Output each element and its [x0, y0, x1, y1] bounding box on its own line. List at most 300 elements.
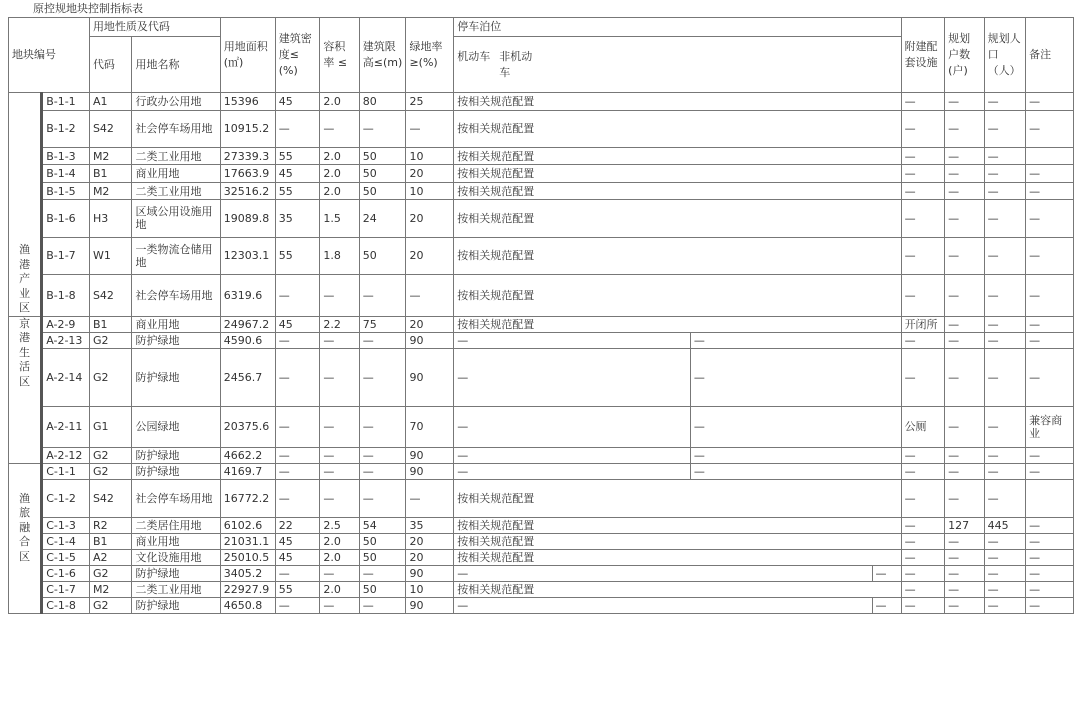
- cell-population: —: [984, 93, 1026, 111]
- cell-nonmotor: —: [872, 597, 901, 613]
- cell-far: —: [320, 274, 359, 316]
- table-row: [9, 348, 1074, 406]
- cell-code: S42: [89, 110, 132, 147]
- region-label: [9, 463, 42, 613]
- cell-code: B1: [89, 165, 132, 183]
- table-row: [9, 533, 1074, 549]
- cell-green: —: [406, 274, 454, 316]
- table-row: [9, 463, 1074, 479]
- cell-parking: 按相关规范配置: [454, 581, 901, 597]
- cell-id: A-2-13: [42, 332, 90, 348]
- cell-code: A1: [89, 93, 132, 111]
- cell-height: 50: [359, 165, 406, 183]
- cell-parking: 按相关规范配置: [454, 165, 901, 183]
- cell-population: —: [984, 110, 1026, 147]
- cell-households: —: [945, 332, 984, 348]
- cell-density: 45: [275, 165, 320, 183]
- cell-households: —: [945, 479, 984, 517]
- cell-area: 25010.5: [220, 549, 275, 565]
- table-row: [9, 549, 1074, 565]
- cell-parking: 按相关规范配置: [454, 479, 901, 517]
- cell-id: B-1-8: [42, 274, 90, 316]
- cell-density: —: [275, 565, 320, 581]
- cell-code: W1: [89, 237, 132, 274]
- cell-green: 35: [406, 517, 454, 533]
- header-far: 容积率 ≤: [320, 18, 359, 93]
- table-row: [9, 147, 1074, 165]
- cell-population: —: [984, 182, 1026, 200]
- cell-density: —: [275, 348, 320, 406]
- cell-remark: —: [1026, 549, 1074, 565]
- cell-code: G2: [89, 348, 132, 406]
- cell-height: 50: [359, 237, 406, 274]
- header-green: 绿地率≥(%): [406, 18, 454, 93]
- cell-height: —: [359, 565, 406, 581]
- cell-households: —: [945, 200, 984, 237]
- cell-density: —: [275, 479, 320, 517]
- cell-population: —: [984, 165, 1026, 183]
- cell-density: 35: [275, 200, 320, 237]
- header-parking-sub: [454, 37, 901, 93]
- cell-code: G2: [89, 463, 132, 479]
- cell-far: 2.0: [320, 581, 359, 597]
- cell-density: —: [275, 332, 320, 348]
- cell-remark: —: [1026, 165, 1074, 183]
- cell-remark: —: [1026, 447, 1074, 463]
- cell-far: 2.0: [320, 147, 359, 165]
- header-parking: 停车泊位: [454, 18, 901, 37]
- region-name: 京港生活区: [19, 316, 31, 388]
- cell-facility: —: [901, 479, 945, 517]
- table-row: [9, 517, 1074, 533]
- cell-height: 50: [359, 581, 406, 597]
- cell-remark: —: [1026, 463, 1074, 479]
- cell-motor: —: [454, 348, 691, 406]
- cell-area: 15396: [220, 93, 275, 111]
- cell-far: 1.5: [320, 200, 359, 237]
- cell-remark: —: [1026, 332, 1074, 348]
- cell-remark: —: [1026, 517, 1074, 533]
- cell-id: B-1-2: [42, 110, 90, 147]
- cell-remark: [1026, 147, 1074, 165]
- cell-parking: 按相关规范配置: [454, 93, 901, 111]
- cell-households: —: [945, 447, 984, 463]
- cell-motor: —: [454, 406, 691, 447]
- cell-name: 防护绿地: [132, 463, 220, 479]
- cell-nonmotor: —: [872, 565, 901, 581]
- cell-facility: —: [901, 447, 945, 463]
- cell-motor: —: [454, 332, 691, 348]
- cell-id: B-1-1: [42, 93, 90, 111]
- table-row: [9, 165, 1074, 183]
- cell-green: —: [406, 479, 454, 517]
- cell-far: 2.0: [320, 549, 359, 565]
- header-nonmotor: 非机动车: [499, 49, 533, 79]
- cell-code: H3: [89, 200, 132, 237]
- cell-name: 二类工业用地: [132, 182, 220, 200]
- cell-id: B-1-3: [42, 147, 90, 165]
- cell-area: 27339.3: [220, 147, 275, 165]
- header-plot-id: 地块编号: [9, 18, 90, 93]
- table-row: [9, 447, 1074, 463]
- cell-households: —: [945, 93, 984, 111]
- cell-households: —: [945, 348, 984, 406]
- cell-far: —: [320, 447, 359, 463]
- cell-far: —: [320, 463, 359, 479]
- cell-remark: —: [1026, 110, 1074, 147]
- cell-name: 商业用地: [132, 533, 220, 549]
- cell-population: —: [984, 581, 1026, 597]
- cell-nonmotor: —: [690, 406, 901, 447]
- cell-facility: —: [901, 565, 945, 581]
- cell-green: 90: [406, 332, 454, 348]
- cell-parking: 按相关规范配置: [454, 237, 901, 274]
- cell-households: —: [945, 165, 984, 183]
- cell-code: G2: [89, 332, 132, 348]
- cell-population: —: [984, 533, 1026, 549]
- cell-name: 商业用地: [132, 316, 220, 332]
- cell-area: 3405.2: [220, 565, 275, 581]
- cell-height: —: [359, 447, 406, 463]
- cell-population: —: [984, 274, 1026, 316]
- cell-name: 二类工业用地: [132, 581, 220, 597]
- cell-far: 2.0: [320, 533, 359, 549]
- cell-parking: 按相关规范配置: [454, 147, 901, 165]
- cell-remark: —: [1026, 93, 1074, 111]
- cell-id: C-1-4: [42, 533, 90, 549]
- cell-height: —: [359, 479, 406, 517]
- cell-households: —: [945, 147, 984, 165]
- cell-area: 17663.9: [220, 165, 275, 183]
- cell-area: 16772.2: [220, 479, 275, 517]
- cell-code: G2: [89, 597, 132, 613]
- cell-green: 90: [406, 348, 454, 406]
- table-row: [9, 406, 1074, 447]
- table-body: [9, 93, 1074, 614]
- cell-code: R2: [89, 517, 132, 533]
- cell-parking: 按相关规范配置: [454, 316, 901, 332]
- cell-households: —: [945, 110, 984, 147]
- cell-motor: —: [454, 565, 872, 581]
- cell-facility: —: [901, 274, 945, 316]
- cell-households: —: [945, 581, 984, 597]
- cell-green: 90: [406, 597, 454, 613]
- cell-facility: —: [901, 517, 945, 533]
- cell-area: 4662.2: [220, 447, 275, 463]
- table-row: [9, 93, 1074, 111]
- cell-green: 25: [406, 93, 454, 111]
- cell-area: 20375.6: [220, 406, 275, 447]
- cell-remark: —: [1026, 348, 1074, 406]
- cell-id: C-1-3: [42, 517, 90, 533]
- cell-households: 127: [945, 517, 984, 533]
- cell-area: 32516.2: [220, 182, 275, 200]
- cell-area: 12303.1: [220, 237, 275, 274]
- cell-nonmotor: —: [690, 348, 901, 406]
- cell-far: —: [320, 597, 359, 613]
- cell-density: —: [275, 597, 320, 613]
- cell-motor: —: [454, 597, 872, 613]
- cell-code: S42: [89, 479, 132, 517]
- cell-id: C-1-2: [42, 479, 90, 517]
- header-area: 用地面积(㎡): [220, 18, 275, 93]
- table-row: [9, 581, 1074, 597]
- cell-height: 75: [359, 316, 406, 332]
- cell-remark: —: [1026, 237, 1074, 274]
- cell-code: M2: [89, 182, 132, 200]
- cell-households: —: [945, 565, 984, 581]
- cell-density: 22: [275, 517, 320, 533]
- cell-households: —: [945, 274, 984, 316]
- region-name: 渔旅融合区: [19, 491, 31, 563]
- cell-id: B-1-4: [42, 165, 90, 183]
- cell-density: 45: [275, 93, 320, 111]
- cell-area: 21031.1: [220, 533, 275, 549]
- cell-far: —: [320, 565, 359, 581]
- cell-id: A-2-12: [42, 447, 90, 463]
- cell-remark: —: [1026, 316, 1074, 332]
- header-facility: 附建配套设施: [901, 18, 945, 93]
- cell-height: 50: [359, 549, 406, 565]
- table-row: [9, 565, 1074, 581]
- cell-remark: [1026, 479, 1074, 517]
- cell-green: —: [406, 110, 454, 147]
- cell-households: —: [945, 316, 984, 332]
- cell-green: 90: [406, 463, 454, 479]
- cell-id: A-2-11: [42, 406, 90, 447]
- cell-population: —: [984, 565, 1026, 581]
- cell-far: —: [320, 406, 359, 447]
- cell-far: 2.0: [320, 93, 359, 111]
- land-control-table: [8, 17, 1074, 614]
- cell-name: 区域公用设施用地: [132, 200, 220, 237]
- cell-facility: —: [901, 93, 945, 111]
- table-row: [9, 597, 1074, 613]
- table-row: [9, 479, 1074, 517]
- cell-height: —: [359, 110, 406, 147]
- cell-population: —: [984, 237, 1026, 274]
- cell-households: —: [945, 463, 984, 479]
- cell-density: 55: [275, 182, 320, 200]
- cell-facility: —: [901, 237, 945, 274]
- cell-facility: —: [901, 332, 945, 348]
- cell-population: —: [984, 549, 1026, 565]
- cell-remark: —: [1026, 182, 1074, 200]
- cell-name: 防护绿地: [132, 597, 220, 613]
- cell-population: —: [984, 597, 1026, 613]
- cell-nonmotor: —: [690, 332, 901, 348]
- cell-density: —: [275, 447, 320, 463]
- cell-height: 24: [359, 200, 406, 237]
- cell-density: 55: [275, 237, 320, 274]
- cell-green: 20: [406, 549, 454, 565]
- region-label: [9, 93, 42, 317]
- cell-code: B1: [89, 533, 132, 549]
- cell-height: 50: [359, 182, 406, 200]
- cell-facility: —: [901, 147, 945, 165]
- cell-height: —: [359, 597, 406, 613]
- cell-code: M2: [89, 581, 132, 597]
- cell-height: 80: [359, 93, 406, 111]
- cell-green: 20: [406, 533, 454, 549]
- cell-far: 2.0: [320, 165, 359, 183]
- cell-remark: 兼容商业: [1026, 406, 1074, 447]
- cell-code: G2: [89, 447, 132, 463]
- header-height: 建筑限高≤(m): [359, 18, 406, 93]
- cell-name: 商业用地: [132, 165, 220, 183]
- table-row: [9, 182, 1074, 200]
- header-density: 建筑密度≤(%): [275, 18, 320, 93]
- cell-name: 社会停车场用地: [132, 479, 220, 517]
- cell-nonmotor: —: [690, 463, 901, 479]
- table-row: [9, 316, 1074, 332]
- cell-name: 文化设施用地: [132, 549, 220, 565]
- cell-name: 社会停车场用地: [132, 110, 220, 147]
- cell-population: —: [984, 406, 1026, 447]
- table-row: [9, 110, 1074, 147]
- cell-far: —: [320, 348, 359, 406]
- cell-remark: —: [1026, 274, 1074, 316]
- cell-households: —: [945, 237, 984, 274]
- cell-remark: —: [1026, 565, 1074, 581]
- cell-name: 二类工业用地: [132, 147, 220, 165]
- cell-population: —: [984, 316, 1026, 332]
- cell-height: —: [359, 348, 406, 406]
- cell-id: C-1-7: [42, 581, 90, 597]
- cell-density: —: [275, 406, 320, 447]
- cell-area: 10915.2: [220, 110, 275, 147]
- cell-remark: —: [1026, 581, 1074, 597]
- cell-name: 防护绿地: [132, 565, 220, 581]
- cell-density: —: [275, 110, 320, 147]
- cell-green: 20: [406, 316, 454, 332]
- cell-height: —: [359, 463, 406, 479]
- cell-facility: —: [901, 348, 945, 406]
- cell-code: S42: [89, 274, 132, 316]
- cell-facility: —: [901, 597, 945, 613]
- header-code: 代码: [89, 37, 132, 93]
- cell-name: 防护绿地: [132, 447, 220, 463]
- cell-facility: —: [901, 200, 945, 237]
- cell-population: —: [984, 147, 1026, 165]
- table-row: [9, 237, 1074, 274]
- cell-area: 24967.2: [220, 316, 275, 332]
- cell-area: 4169.7: [220, 463, 275, 479]
- cell-nonmotor: —: [690, 447, 901, 463]
- cell-height: 50: [359, 147, 406, 165]
- cell-remark: —: [1026, 533, 1074, 549]
- table-row: [9, 274, 1074, 316]
- cell-code: G1: [89, 406, 132, 447]
- header-land-group: 用地性质及代码: [89, 18, 220, 37]
- region-label: [9, 316, 42, 463]
- cell-population: —: [984, 479, 1026, 517]
- cell-green: 10: [406, 182, 454, 200]
- cell-area: 4650.8: [220, 597, 275, 613]
- cell-population: —: [984, 332, 1026, 348]
- cell-height: —: [359, 332, 406, 348]
- cell-name: 防护绿地: [132, 332, 220, 348]
- cell-parking: 按相关规范配置: [454, 549, 901, 565]
- cell-green: 90: [406, 447, 454, 463]
- cell-name: 一类物流仓储用地: [132, 237, 220, 274]
- cell-id: C-1-1: [42, 463, 90, 479]
- cell-motor: —: [454, 447, 691, 463]
- table-row: [9, 332, 1074, 348]
- cell-area: 6319.6: [220, 274, 275, 316]
- cell-height: —: [359, 406, 406, 447]
- cell-name: 行政办公用地: [132, 93, 220, 111]
- cell-households: —: [945, 549, 984, 565]
- cell-households: —: [945, 597, 984, 613]
- cell-households: —: [945, 406, 984, 447]
- header-population: 规划人口（人）: [984, 18, 1026, 93]
- cell-name: 社会停车场用地: [132, 274, 220, 316]
- header-land-name: 用地名称: [132, 37, 220, 93]
- cell-density: —: [275, 463, 320, 479]
- cell-density: 55: [275, 147, 320, 165]
- cell-population: —: [984, 348, 1026, 406]
- cell-id: B-1-5: [42, 182, 90, 200]
- cell-far: 1.8: [320, 237, 359, 274]
- cell-green: 20: [406, 165, 454, 183]
- cell-facility: —: [901, 581, 945, 597]
- cell-motor: —: [454, 463, 691, 479]
- cell-green: 10: [406, 581, 454, 597]
- cell-facility: —: [901, 463, 945, 479]
- cell-height: 50: [359, 533, 406, 549]
- cell-households: —: [945, 533, 984, 549]
- cell-households: —: [945, 182, 984, 200]
- cell-area: 6102.6: [220, 517, 275, 533]
- cell-name: 公园绿地: [132, 406, 220, 447]
- cell-code: M2: [89, 147, 132, 165]
- cell-area: 4590.6: [220, 332, 275, 348]
- cell-population: 445: [984, 517, 1026, 533]
- cell-far: —: [320, 110, 359, 147]
- cell-density: 45: [275, 316, 320, 332]
- cell-density: 45: [275, 549, 320, 565]
- cell-parking: 按相关规范配置: [454, 182, 901, 200]
- cell-green: 20: [406, 237, 454, 274]
- header-households: 规划户数(户): [945, 18, 984, 93]
- cell-far: 2.0: [320, 182, 359, 200]
- cell-far: —: [320, 332, 359, 348]
- cell-density: 55: [275, 581, 320, 597]
- cell-name: 防护绿地: [132, 348, 220, 406]
- cell-id: C-1-6: [42, 565, 90, 581]
- cell-id: C-1-8: [42, 597, 90, 613]
- cell-far: 2.2: [320, 316, 359, 332]
- cell-name: 二类居住用地: [132, 517, 220, 533]
- cell-green: 10: [406, 147, 454, 165]
- cell-height: —: [359, 274, 406, 316]
- table-caption: 原控规地块控制指标表: [33, 2, 143, 15]
- cell-density: 45: [275, 533, 320, 549]
- cell-code: A2: [89, 549, 132, 565]
- cell-id: A-2-14: [42, 348, 90, 406]
- cell-parking: 按相关规范配置: [454, 200, 901, 237]
- cell-green: 70: [406, 406, 454, 447]
- cell-facility: —: [901, 549, 945, 565]
- cell-id: B-1-6: [42, 200, 90, 237]
- cell-population: —: [984, 463, 1026, 479]
- cell-facility: 开闭所: [901, 316, 945, 332]
- cell-parking: 按相关规范配置: [454, 274, 901, 316]
- cell-remark: —: [1026, 200, 1074, 237]
- cell-facility: 公厕: [901, 406, 945, 447]
- cell-facility: —: [901, 110, 945, 147]
